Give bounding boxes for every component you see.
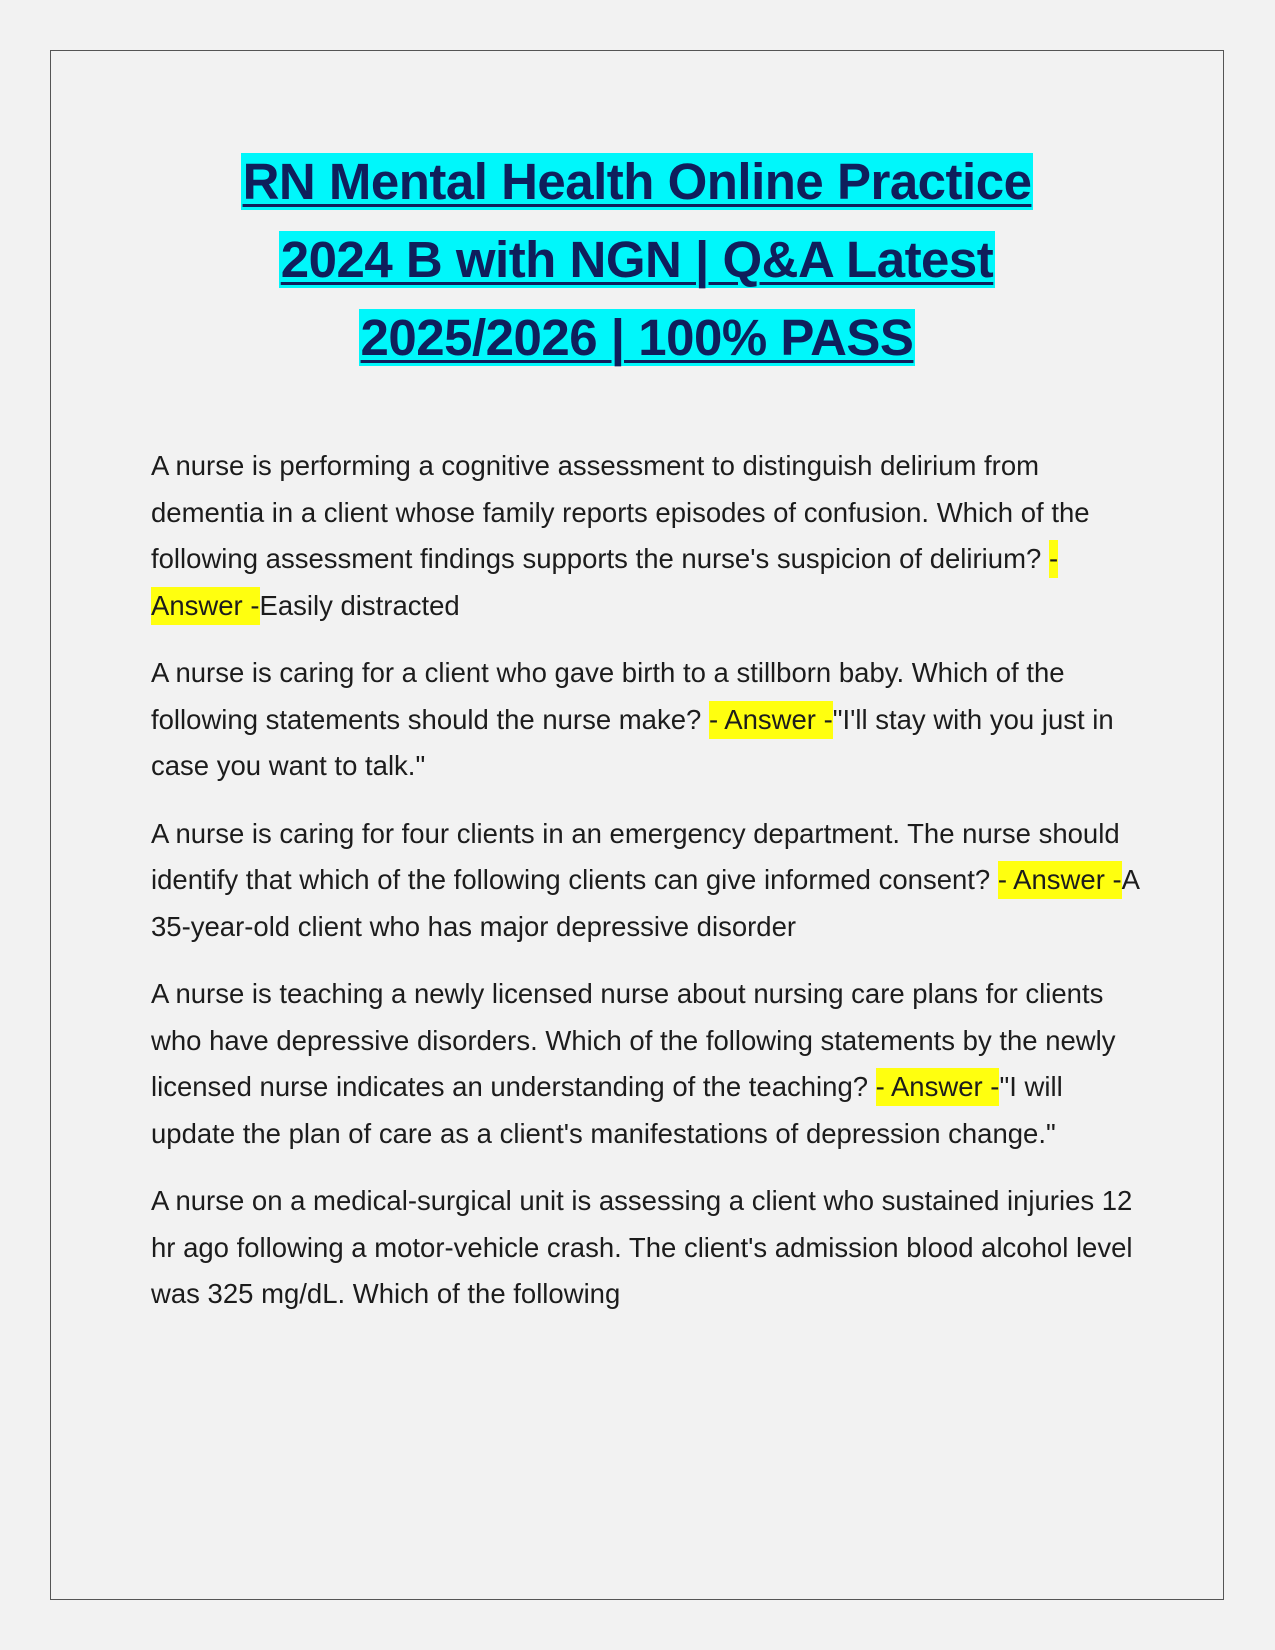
document-body — [151, 443, 1151, 1339]
title-line: RN Mental Health Online Practice — [242, 153, 1032, 210]
qa-item — [151, 811, 1151, 951]
qa-item — [151, 650, 1151, 790]
answer-marker: - Answer - — [876, 1068, 1000, 1106]
qa-item — [151, 443, 1151, 629]
qa-item — [151, 971, 1151, 1157]
document-title — [51, 143, 1223, 377]
question-text: A nurse is caring for a client who gave birth to a stillborn baby. Which of the following statements should the nurse make? — [151, 657, 1065, 735]
document-page — [50, 50, 1224, 1600]
answer-text: "I'll stay with you just in case you want to talk." — [151, 703, 1114, 781]
answer-marker: - Answer - — [998, 861, 1122, 899]
title-line: 2024 B with NGN | Q&A Latest — [280, 231, 994, 288]
answer-text: Easily distracted — [259, 589, 460, 621]
question-text: A nurse is performing a cognitive assessment to distinguish delirium from dementia in a client whose family reports episodes of confusion. Which of the following assessment findings supports the nurse's suspicion of delirium? — [151, 450, 1090, 574]
question-text: A nurse is caring for four clients in an emergency department. The nurse should identify that which of the following clients can give informed consent? — [151, 817, 1120, 895]
answer-marker: - Answer - — [151, 540, 1058, 625]
title-line: 2025/2026 | 100% PASS — [360, 309, 914, 366]
question-text: A nurse on a medical-surgical unit is assessing a client who sustained injuries 12 hr ago following a motor-vehicle crash. The client's admission blood alcohol level was 325 mg/dL. Which of the following — [151, 1185, 1133, 1309]
answer-marker: - Answer - — [709, 701, 833, 739]
qa-item-partial — [151, 1178, 1151, 1318]
question-text: A nurse is teaching a newly licensed nurse about nursing care plans for clients who have depressive disorders. Which of the following statements by the newly licensed nurse indicates an understanding of the teaching? — [151, 978, 1116, 1102]
answer-text: "I will update the plan of care as a client's manifestations of depression change." — [151, 1071, 1063, 1149]
answer-text: A 35-year-old client who has major depressive disorder — [151, 864, 1139, 942]
